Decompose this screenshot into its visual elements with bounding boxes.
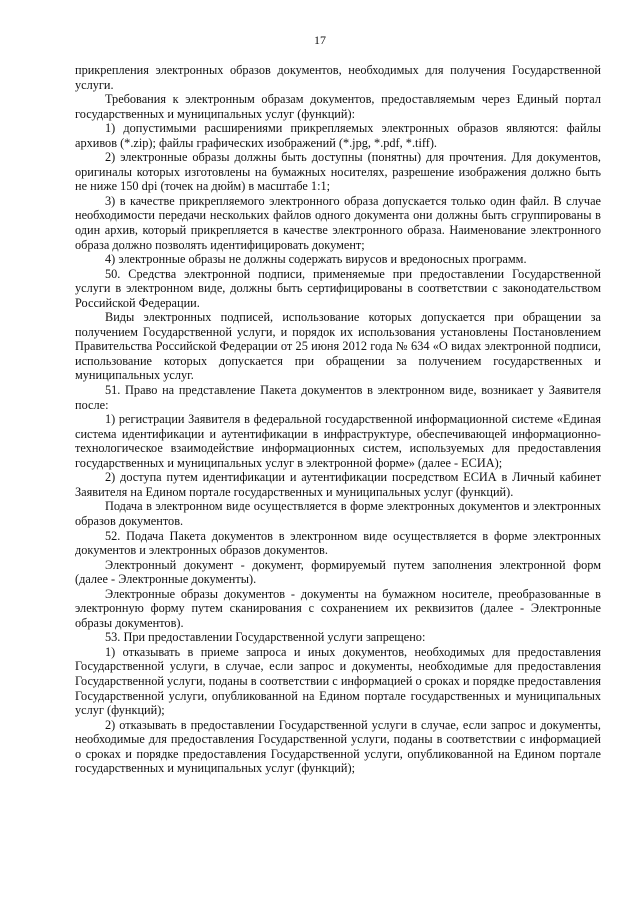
paragraph-requirements-intro: Требования к электронным образам документов, предоставляемым через Единый портал государственных и муниципальных услуг (функций):: [75, 92, 601, 121]
paragraph-esia-registration: 1) регистрации Заявителя в федеральной государственной информационной системе «Единая система идентификации и аутентификации в инфраструктуре, обеспечивающей информационно-технологическое взаимодействие информационных систем, используемых для предоставления государственных и муниципальных услуг в электронной форме» (далее - ЕСИА);: [75, 412, 601, 470]
paragraph-requirement-3: 3) в качестве прикрепляемого электронного образа допускается только один файл. В случае необходимости передачи нескольких файлов одного документа они должны быть сгруппированы в один архив, который прикрепляется в качестве электронного образа. Наименование электронного образа должно позволять идентифицировать документ;: [75, 193, 601, 252]
document-text: [75, 63, 601, 776]
paragraph-esia-access: 2) доступа путем идентификации и аутентификации посредством ЕСИА в Личный кабинет Заявителя на Едином портале государственных и муниципальных услуг (функций).: [75, 470, 601, 499]
paragraph-electronic-submission: Подача в электронном виде осуществляется в форме электронных документов и электронных образов документов.: [75, 499, 601, 528]
paragraph-requirement-2: 2) электронные образы должны быть доступны (понятны) для прочтения. Для документов, оригиналы которых изготовлены на бумажных носителях, разрешение изображения должно быть не ниже 150 dpi (точек на дюйм) в масштабе 1:1;: [75, 150, 601, 194]
paragraph-electronic-document-definition: Электронный документ - документ, формируемый путем заполнения электронной форм (далее - Электронные документы).: [75, 557, 601, 587]
paragraph-electronic-image-definition: Электронные образы документов - документы на бумажном носителе, преобразованные в электронную форму путем сканирования с сохранением их реквизитов (далее - Электронные образы документов).: [75, 586, 601, 630]
paragraph-prohibition-1: 1) отказывать в приеме запроса и иных документов, необходимых для предоставления Государственной услуги, в случае, если запрос и документы, необходимые для предоставления Государственной услуги, поданы в соответствии с информацией о сроках и порядке предоставления Государственной услуги, опубликованной на Едином портале государственных и муниципальных услуг (функций);: [75, 644, 601, 718]
paragraph-requirement-4: 4) электронные образы не должны содержать вирусов и вредоносных программ.: [105, 252, 527, 267]
page-number: 17: [314, 33, 326, 47]
paragraph-clause-50: 50. Средства электронной подписи, применяемые при предоставлении Государственной услуги в электронном виде, должны быть сертифицированы в соответствии с законодательством Российской Федерации.: [75, 266, 601, 310]
paragraph-clause-52: 52. Подача Пакета документов в электронном виде осуществляется в форме электронных документов и электронных образов документов.: [75, 528, 601, 558]
paragraph-clause-53: 53. При предоставлении Государственной услуги запрещено:: [105, 630, 426, 645]
paragraph-continuation: прикрепления электронных образов документов, необходимых для получения Государственной услуги.: [75, 63, 601, 92]
paragraph-signature-types: Виды электронных подписей, использование которых допускается при обращении за получением Государственной услуги, и порядок их использования установлены Постановлением Правительства Российской Федерации от 25 июня 2012 года № 634 «О видах электронной подписи, использование которых допускается при обращении за получением государственных и муниципальных услуг.: [75, 310, 601, 383]
paragraph-requirement-1: 1) допустимыми расширениями прикрепляемых электронных образов являются: файлы архивов (*.zip); файлы графических изображений (*.jpg, *.pdf, *.tiff).: [75, 121, 601, 150]
paragraph-prohibition-2: 2) отказывать в предоставлении Государственной услуги в случае, если запрос и документы, необходимые для предоставления Государственной услуги, поданы в соответствии с информацией о сроках и порядке предоставления Государственной услуги, опубликованной на Едином портале государственных и муниципальных услуг (функций);: [75, 717, 601, 776]
paragraph-clause-51: 51. Право на представление Пакета документов в электронном виде, возникает у Заявителя после:: [75, 383, 601, 412]
